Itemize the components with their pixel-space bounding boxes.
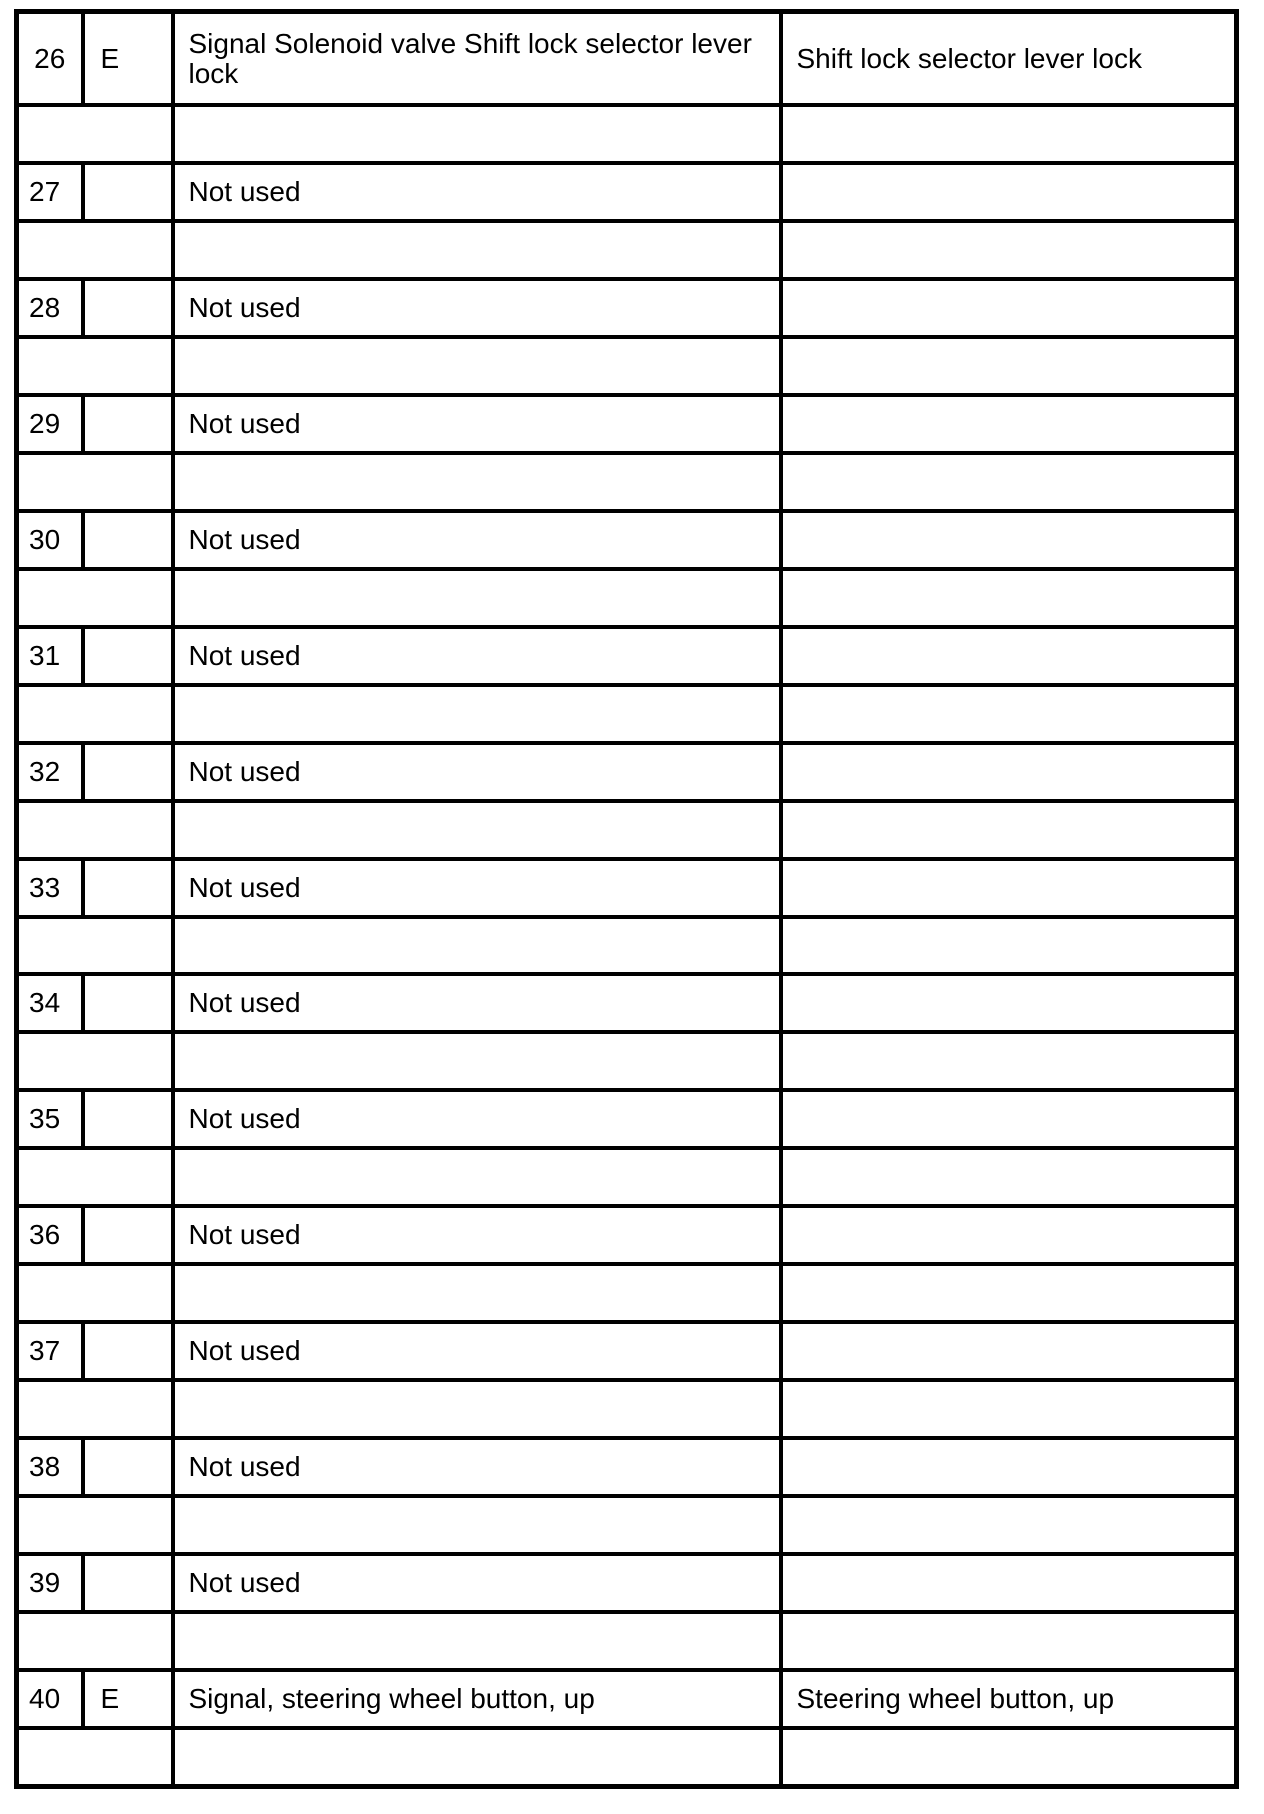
function-description — [781, 974, 1237, 1032]
spacer-cell — [17, 453, 173, 511]
spacer-row — [17, 1032, 1237, 1090]
table-row — [17, 1206, 1237, 1264]
table-row — [17, 1670, 1237, 1728]
spacer-cell — [781, 569, 1237, 627]
spacer-row — [17, 453, 1237, 511]
function-description — [781, 395, 1237, 453]
table-row — [17, 279, 1237, 337]
signal-description: Not used — [173, 1206, 781, 1264]
table-row — [17, 1554, 1237, 1612]
pin-number: 36 — [17, 1206, 83, 1264]
pin-table-body — [17, 12, 1237, 1787]
spacer-cell — [781, 1264, 1237, 1322]
signal-description: Not used — [173, 163, 781, 221]
spacer-cell — [17, 105, 173, 163]
table-row — [17, 1090, 1237, 1148]
table-row — [17, 974, 1237, 1032]
spacer-cell — [781, 685, 1237, 743]
pin-number: 37 — [17, 1322, 83, 1380]
spacer-row — [17, 221, 1237, 279]
signal-description: Not used — [173, 279, 781, 337]
spacer-cell — [17, 1612, 173, 1670]
table-row — [17, 627, 1237, 685]
spacer-cell — [781, 917, 1237, 975]
spacer-cell — [781, 105, 1237, 163]
pin-number: 35 — [17, 1090, 83, 1148]
pin-code — [83, 974, 173, 1032]
spacer-row — [17, 1148, 1237, 1206]
pin-number: 34 — [17, 974, 83, 1032]
pin-code — [83, 163, 173, 221]
spacer-cell — [173, 801, 781, 859]
pin-code — [83, 1206, 173, 1264]
function-description — [781, 1438, 1237, 1496]
table-row — [17, 743, 1237, 801]
function-description — [781, 1554, 1237, 1612]
signal-description: Not used — [173, 1554, 781, 1612]
pin-code — [83, 279, 173, 337]
pin-number: 40 — [17, 1670, 83, 1728]
spacer-cell — [17, 1380, 173, 1438]
function-description — [781, 1322, 1237, 1380]
signal-description: Signal, steering wheel button, up — [173, 1670, 781, 1728]
table-row — [17, 511, 1237, 569]
signal-description: Not used — [173, 1438, 781, 1496]
spacer-row — [17, 105, 1237, 163]
spacer-cell — [173, 221, 781, 279]
spacer-cell — [781, 801, 1237, 859]
pin-number: 30 — [17, 511, 83, 569]
table-row — [17, 163, 1237, 221]
function-description — [781, 743, 1237, 801]
spacer-cell — [173, 1148, 781, 1206]
pin-code — [83, 1090, 173, 1148]
signal-description: Signal Solenoid valve Shift lock selector lever lock — [173, 12, 781, 106]
spacer-row — [17, 1380, 1237, 1438]
spacer-cell — [17, 1728, 173, 1787]
spacer-cell — [781, 453, 1237, 511]
spacer-cell — [781, 337, 1237, 395]
function-description — [781, 627, 1237, 685]
signal-description: Not used — [173, 743, 781, 801]
signal-description: Not used — [173, 627, 781, 685]
spacer-cell — [17, 1264, 173, 1322]
spacer-cell — [173, 337, 781, 395]
pin-code — [83, 743, 173, 801]
spacer-row — [17, 569, 1237, 627]
spacer-cell — [173, 917, 781, 975]
spacer-cell — [781, 221, 1237, 279]
spacer-cell — [173, 1728, 781, 1787]
spacer-row — [17, 801, 1237, 859]
spacer-cell — [17, 801, 173, 859]
spacer-cell — [173, 453, 781, 511]
spacer-cell — [17, 221, 173, 279]
function-description — [781, 859, 1237, 917]
spacer-row — [17, 1264, 1237, 1322]
pin-assignment-table — [14, 9, 1239, 1789]
pin-number: 39 — [17, 1554, 83, 1612]
spacer-cell — [17, 1032, 173, 1090]
function-description — [781, 163, 1237, 221]
pin-number: 26 — [17, 12, 83, 106]
pin-code — [83, 1322, 173, 1380]
spacer-cell — [781, 1496, 1237, 1554]
spacer-cell — [781, 1612, 1237, 1670]
pin-number: 31 — [17, 627, 83, 685]
spacer-row — [17, 337, 1237, 395]
pin-number: 29 — [17, 395, 83, 453]
pin-code — [83, 627, 173, 685]
pin-code — [83, 395, 173, 453]
spacer-cell — [17, 569, 173, 627]
spacer-cell — [17, 337, 173, 395]
spacer-cell — [781, 1032, 1237, 1090]
spacer-cell — [173, 1612, 781, 1670]
pin-number: 27 — [17, 163, 83, 221]
signal-description: Not used — [173, 974, 781, 1032]
function-description: Shift lock selector lever lock — [781, 12, 1237, 106]
function-description: Steering wheel button, up — [781, 1670, 1237, 1728]
table-row — [17, 12, 1237, 106]
pin-code: E — [83, 12, 173, 106]
pin-code: E — [83, 1670, 173, 1728]
table-row — [17, 1438, 1237, 1496]
spacer-cell — [17, 1496, 173, 1554]
spacer-row — [17, 1496, 1237, 1554]
function-description — [781, 1206, 1237, 1264]
function-description — [781, 279, 1237, 337]
table-row — [17, 1322, 1237, 1380]
signal-description: Not used — [173, 511, 781, 569]
spacer-cell — [173, 569, 781, 627]
pin-code — [83, 1554, 173, 1612]
spacer-cell — [17, 1148, 173, 1206]
spacer-cell — [781, 1148, 1237, 1206]
spacer-row — [17, 1612, 1237, 1670]
spacer-row — [17, 917, 1237, 975]
spacer-cell — [173, 685, 781, 743]
spacer-cell — [173, 1496, 781, 1554]
signal-description: Not used — [173, 1322, 781, 1380]
spacer-cell — [17, 685, 173, 743]
pin-code — [83, 859, 173, 917]
signal-description: Not used — [173, 1090, 781, 1148]
spacer-cell — [781, 1728, 1237, 1787]
spacer-cell — [17, 917, 173, 975]
spacer-row — [17, 1728, 1237, 1787]
pin-number: 33 — [17, 859, 83, 917]
spacer-cell — [781, 1380, 1237, 1438]
signal-description: Not used — [173, 859, 781, 917]
spacer-cell — [173, 1032, 781, 1090]
signal-description: Not used — [173, 395, 781, 453]
pin-number: 28 — [17, 279, 83, 337]
table-row — [17, 395, 1237, 453]
table-row — [17, 859, 1237, 917]
spacer-cell — [173, 1380, 781, 1438]
spacer-cell — [173, 1264, 781, 1322]
pin-number: 32 — [17, 743, 83, 801]
function-description — [781, 511, 1237, 569]
pin-code — [83, 511, 173, 569]
pin-code — [83, 1438, 173, 1496]
spacer-row — [17, 685, 1237, 743]
spacer-cell — [173, 105, 781, 163]
function-description — [781, 1090, 1237, 1148]
pin-number: 38 — [17, 1438, 83, 1496]
